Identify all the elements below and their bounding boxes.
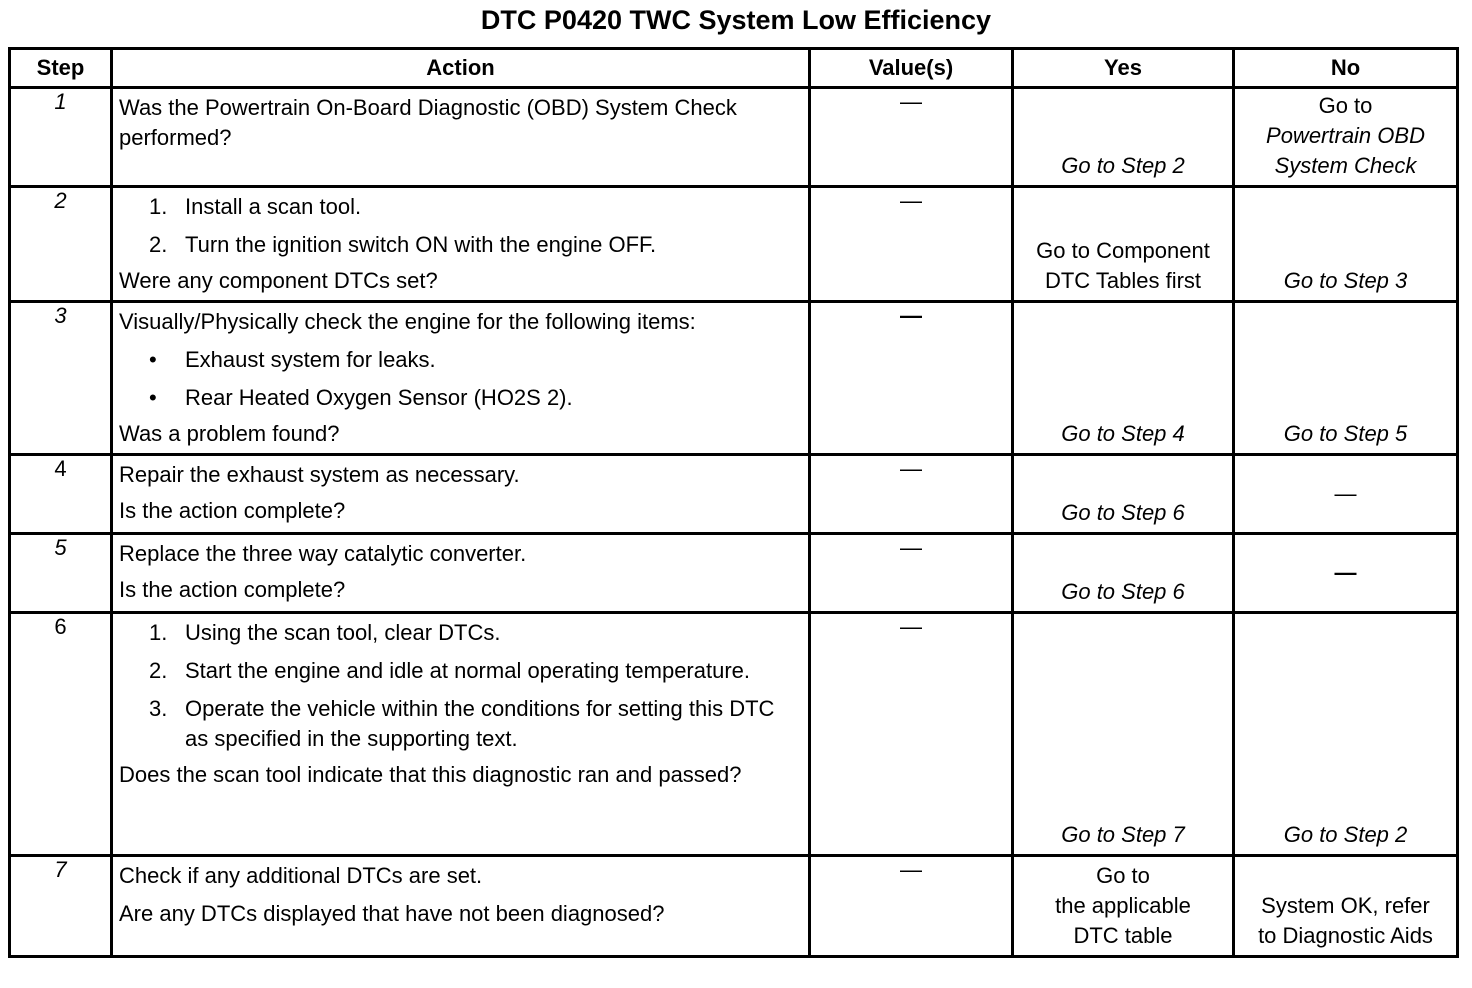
header-values: Value(s) (810, 49, 1013, 88)
yes-cell (1013, 856, 1234, 957)
yes-text: Go to Component (1036, 238, 1210, 263)
action-item: Turn the ignition switch ON with the engine OFF. (185, 232, 657, 257)
action-cell (112, 455, 810, 534)
action-cell: 1. Using the scan tool, clear DTCs. 2. Start the engine and idle at normal operating temperature. 3. Operate the vehicle within the conditions for setting this DTC as specified in the supporting text. Does the scan tool indicate that this diagnostic ran and passed? (112, 613, 810, 856)
action-intro: Visually/Physically check the engine for the following items: (119, 309, 696, 334)
value-cell: — (810, 534, 1013, 613)
yes-text: Go to Step 2 (1061, 153, 1185, 178)
step-number: 4 (10, 455, 112, 534)
yes-text: DTC table (1073, 923, 1173, 948)
yes-cell (1013, 613, 1234, 856)
step-number: 3 (10, 302, 112, 455)
action-bullet: Exhaust system for leaks. (185, 347, 436, 372)
yes-text: Go to Step 6 (1061, 500, 1185, 525)
action-item: Install a scan tool. (185, 194, 362, 219)
step-number: 5 (10, 534, 112, 613)
no-text: to Diagnostic Aids (1258, 923, 1433, 948)
header-no: No (1234, 49, 1458, 88)
header-yes: Yes (1013, 49, 1234, 88)
action-question: Are any DTCs displayed that have not been diagnosed? (119, 901, 665, 926)
action-question: Does the scan tool indicate that this diagnostic ran and passed? (119, 762, 742, 787)
value-cell: — (810, 302, 1013, 455)
step-number: 2 (10, 187, 112, 302)
step-number: 7 (10, 856, 112, 957)
table-row (10, 856, 1458, 957)
no-cell (1234, 613, 1458, 856)
table-row (10, 187, 1458, 302)
action-bullet: Rear Heated Oxygen Sensor (HO2S 2). (185, 385, 573, 410)
action-question: Were any component DTCs set? (119, 268, 438, 293)
yes-text: Go to Step 6 (1061, 579, 1185, 604)
document-title: DTC P0420 TWC System Low Efficiency (480, 5, 992, 35)
header-action: Action (112, 49, 810, 88)
action-cell: Visually/Physically check the engine for the following items: • Exhaust system for leaks. • Rear Heated Oxygen Sensor (HO2S 2). Was a problem found? (112, 302, 810, 455)
action-cell (112, 856, 810, 957)
no-cell (1234, 302, 1458, 455)
action-text: Repair the exhaust system as necessary. (119, 462, 520, 487)
no-cell: — (1234, 534, 1458, 613)
step-number: 1 (10, 88, 112, 187)
table-row (10, 302, 1458, 455)
action-question: Is the action complete? (119, 498, 346, 523)
diagnostic-table (8, 47, 1459, 958)
action-item: Using the scan tool, clear DTCs. (185, 620, 501, 645)
yes-cell (1013, 187, 1234, 302)
table-row (10, 88, 1458, 187)
value-cell: — (810, 856, 1013, 957)
action-cell: 1. Install a scan tool. 2. Turn the ignition switch ON with the engine OFF. Were any component DTCs set? (112, 187, 810, 302)
no-cell (1234, 88, 1458, 187)
no-text: Go to Step 2 (1283, 822, 1408, 847)
yes-text: Go to Step 4 (1061, 421, 1185, 446)
header-row (10, 49, 1458, 88)
value-cell: — (810, 187, 1013, 302)
yes-text: Go to Step 7 (1061, 822, 1185, 847)
no-text: System OK, refer (1261, 893, 1430, 918)
value-cell: — (810, 613, 1013, 856)
header-step: Step (10, 49, 112, 88)
value-cell: — (810, 88, 1013, 187)
no-cell (1234, 187, 1458, 302)
no-text: Go to Step 5 (1283, 421, 1408, 446)
yes-cell (1013, 302, 1234, 455)
yes-text: Go to (1096, 863, 1150, 888)
no-cell (1234, 856, 1458, 957)
yes-cell (1013, 455, 1234, 534)
action-text: Was the Powertrain On-Board Diagnostic (OBD) System Check performed? (119, 95, 737, 150)
action-item: Start the engine and idle at normal operating temperature. (185, 658, 751, 683)
table-row (10, 534, 1458, 613)
no-text: Powertrain OBD (1266, 123, 1425, 148)
yes-text: DTC Tables first (1044, 268, 1202, 293)
yes-text: the applicable (1055, 893, 1191, 918)
action-text: Replace the three way catalytic converter. (119, 541, 527, 566)
no-text: System Check (1274, 153, 1417, 178)
action-question: Is the action complete? (119, 577, 346, 602)
action-item: Operate the vehicle within the conditions for setting this DTC as specified in the supporting text. (185, 696, 775, 751)
no-cell: — (1234, 455, 1458, 534)
no-text: Go to Step 3 (1283, 268, 1408, 293)
step-number: 6 (10, 613, 112, 856)
action-text: Check if any additional DTCs are set. (119, 863, 483, 888)
value-cell: — (810, 455, 1013, 534)
action-question: Was a problem found? (119, 421, 340, 446)
yes-cell (1013, 534, 1234, 613)
table-row (10, 613, 1458, 856)
no-text: Go to (1318, 93, 1373, 118)
action-cell (112, 534, 810, 613)
yes-cell (1013, 88, 1234, 187)
table-row (10, 455, 1458, 534)
action-cell (112, 88, 810, 187)
